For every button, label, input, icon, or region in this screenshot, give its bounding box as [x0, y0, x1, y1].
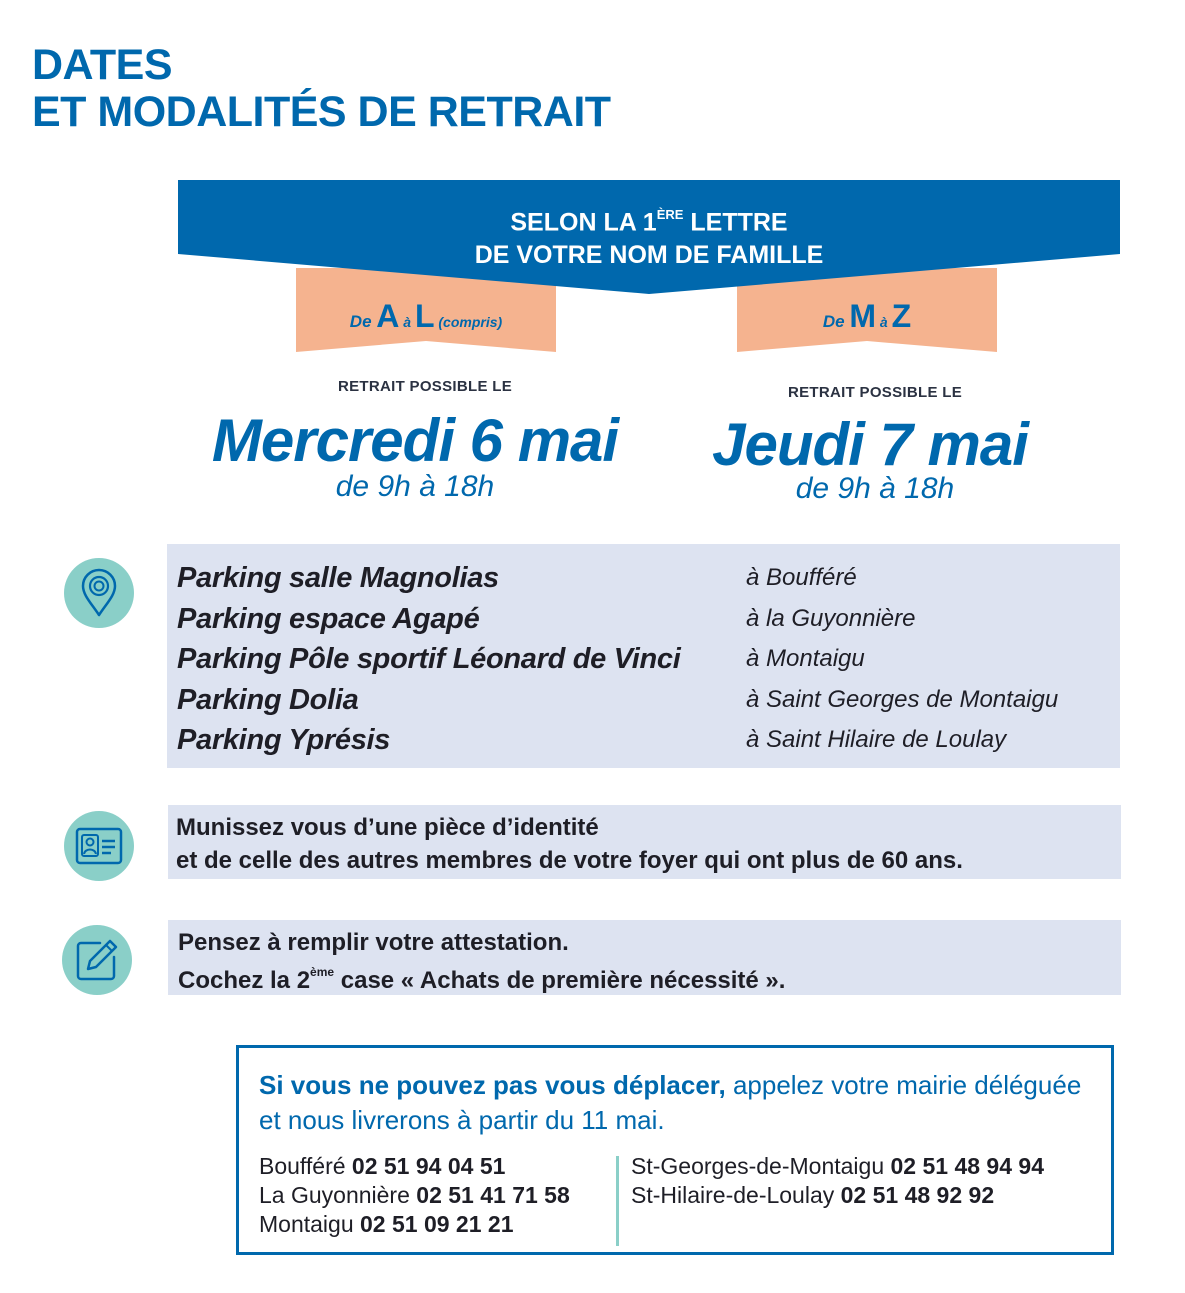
- location-names: [177, 558, 680, 761]
- list-item: Parking salle Magnolias: [177, 562, 499, 594]
- location-towns: [746, 558, 1058, 761]
- letter-from: A: [376, 298, 400, 334]
- page-title: [32, 42, 611, 136]
- hours-left: de 9h à 18h: [335, 470, 495, 503]
- retrait-label-right: RETRAIT POSSIBLE LE: [787, 384, 963, 401]
- list-item: Parking Pôle sportif Léonard de Vinci: [177, 643, 681, 675]
- letter-to: L: [414, 298, 435, 334]
- contact-row: Boufféré 02 51 94 04 51: [259, 1153, 506, 1179]
- identity-panel: [168, 805, 1121, 879]
- contact-row: Montaigu 02 51 09 21 21: [259, 1211, 514, 1237]
- phone-number: 02 51 41 71 58: [416, 1182, 570, 1208]
- title-line-2: ET MODALITÉS DE RETRAIT: [32, 88, 611, 136]
- locations-panel: [167, 544, 1120, 768]
- attestation-panel: [168, 920, 1121, 995]
- list-item: à Montaigu: [746, 645, 865, 672]
- ribbon-a-l-label: De A à L (compris): [349, 298, 503, 334]
- contact-box: [236, 1045, 1114, 1255]
- identity-text: Munissez vous d’une pièce d’identité et de celle des autres membres de votre foyer qui ont plus de 60 ans.: [176, 814, 963, 874]
- contact-row: St-Hilaire-de-Loulay 02 51 48 92 92: [631, 1182, 995, 1208]
- title-line-1: DATES: [32, 41, 173, 89]
- attestation-text: Pensez à remplir votre attestation. Cochez la 2ème case « Achats de première nécessité ».: [178, 929, 786, 994]
- list-item: à Saint Georges de Montaigu: [746, 685, 1059, 713]
- letter-to: Z: [891, 298, 912, 334]
- list-item: Parking espace Agapé: [177, 602, 480, 635]
- list-item: Parking Dolia: [177, 683, 359, 716]
- edit-pencil-icon: [62, 925, 132, 995]
- id-card-icon: [64, 811, 134, 881]
- location-pin-icon: [64, 558, 134, 628]
- retrait-label-left: RETRAIT POSSIBLE LE: [337, 378, 513, 395]
- hours-right: de 9h à 18h: [795, 472, 955, 505]
- list-item: à la Guyonnière: [746, 604, 916, 632]
- ribbon-m-z-label: De M à Z: [822, 298, 912, 334]
- day-right: Jeudi 7 mai: [712, 411, 1028, 478]
- letter-from: M: [849, 298, 876, 334]
- contact-list-right: [631, 1152, 1044, 1210]
- contact-row: St-Georges-de-Montaigu 02 51 48 94 94: [631, 1153, 1044, 1179]
- contact-heading: Si vous ne pouvez pas vous déplacer, appelez votre mairie déléguée et nous livrerons à partir du 11 mai.: [259, 1070, 1082, 1135]
- contact-list-left: [259, 1152, 570, 1239]
- list-item: à Saint Hilaire de Loulay: [746, 726, 1007, 753]
- day-left: Mercredi 6 mai: [211, 407, 619, 474]
- phone-number: 02 51 48 94 94: [890, 1153, 1044, 1179]
- phone-number: 02 51 94 04 51: [351, 1153, 506, 1179]
- list-item: à Boufféré: [746, 564, 857, 591]
- letter-banner: [178, 180, 1120, 294]
- contact-divider: [616, 1156, 619, 1246]
- banner-text: SELON LA 1ÈRE LETTRE DE VOTRE NOM DE FAMILLE: [474, 207, 824, 270]
- list-item: Parking Yprésis: [177, 724, 391, 756]
- phone-number: 02 51 48 92 92: [840, 1182, 995, 1208]
- contact-row: La Guyonnière 02 51 41 71 58: [259, 1182, 570, 1208]
- phone-number: 02 51 09 21 21: [360, 1211, 514, 1237]
